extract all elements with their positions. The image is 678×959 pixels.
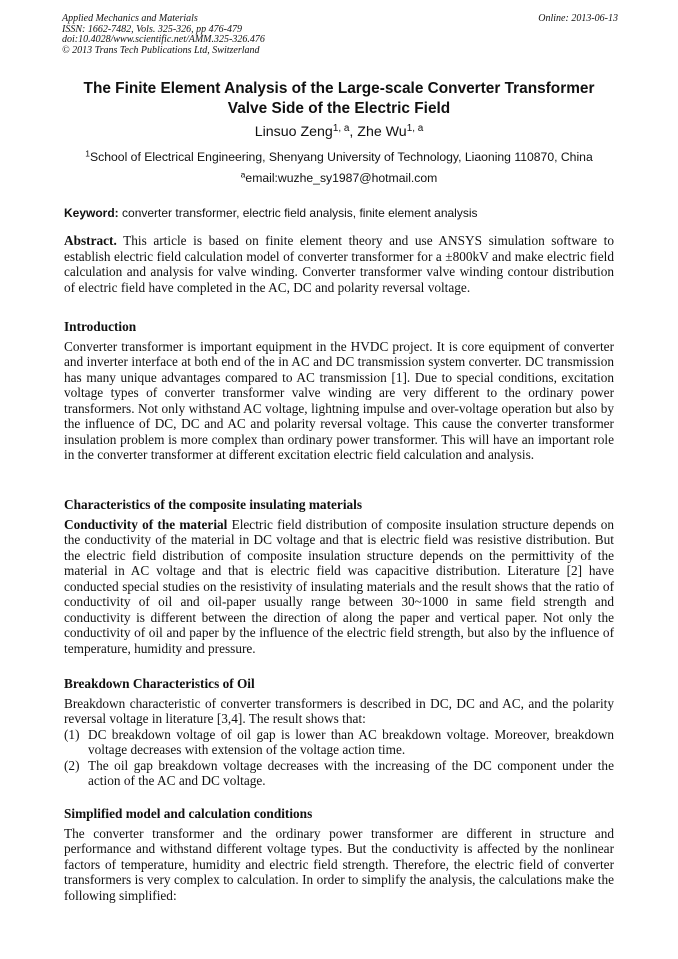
conductivity-lead: Conductivity of the material xyxy=(64,516,228,532)
simplified-section xyxy=(64,806,614,903)
affiliation xyxy=(20,149,658,165)
introduction-heading: Introduction xyxy=(64,319,137,334)
journal-name: Applied Mechanics and Materials xyxy=(62,13,198,24)
simplified-heading: Simplified model and calculation conditions xyxy=(64,806,313,821)
composite-section xyxy=(64,497,614,656)
email-text: email:wuzhe_sy1987@hotmail.com xyxy=(245,171,438,185)
doi-line: doi:10.4028/www.scientific.net/AMM.325-326.476 xyxy=(62,34,265,46)
keywords-label: Keyword: xyxy=(64,206,119,220)
list-item xyxy=(64,758,614,789)
copyright-line: © 2013 Trans Tech Publications Ltd, Switzerland xyxy=(62,44,260,56)
paper-title xyxy=(40,79,638,119)
keywords-text: converter transformer, electric field analysis, finite element analysis xyxy=(118,206,478,220)
affiliation-text: School of Electrical Engineering, Shenyang University of Technology, Liaoning 110870, China xyxy=(90,150,593,164)
author-separator: , xyxy=(349,124,358,140)
issn-line: ISSN: 1662-7482, Vols. 325-326, pp 476-479 xyxy=(62,23,242,35)
abstract-label: Abstract. xyxy=(64,233,117,248)
contact-email xyxy=(40,170,638,186)
list-item-number: (2) xyxy=(64,757,80,773)
breakdown-heading: Breakdown Characteristics of Oil xyxy=(64,676,255,691)
composite-heading: Characteristics of the composite insulating materials xyxy=(64,497,363,512)
list-item-number: (1) xyxy=(64,726,80,742)
affiliation-marker: 1 xyxy=(85,148,91,159)
email-marker: a xyxy=(240,169,246,180)
simplified-paragraph: The converter transformer and the ordinary power transformer are different in structure and performance and withstand different voltage types. But the conductivity is affected by the nonlinear factors of temperature, humidity and electric field strength. Therefore, the electric field of converter transformers is very complex to calculation. In order to simplify the analysis, the calculations make the following simplified: xyxy=(64,825,614,903)
online-date: Online: 2013-06-13 xyxy=(538,13,618,24)
list-item-text: DC breakdown voltage of oil gap is lower than AC breakdown voltage. Moreover, breakdown voltage decreases with extension of the voltage action time. xyxy=(88,726,614,757)
keywords xyxy=(64,206,618,221)
conductivity-text: Electric field distribution of composite insulation structure depends on the conductivity of the material in DC voltage and that is electric field was resistive distribution. But the electric field distribution of composite insulation structure depends on the permittivity of the material in AC voltage and that is electric field was capacitive distribution. Literature [2] have conducted special studies on the resistivity of insulating materials and the result shows that the ratio of conductivity of oil and oil-paper usually range between 30~1000 in same field strength and conductivity is different between the direction of along the paper and vertical paper. Not only the conductivity of oil and paper by the influence of the electric field strength, but also by the influence of temperature, humidity and pressure. xyxy=(64,516,614,656)
author-2: Zhe Wu xyxy=(357,124,407,140)
title-line-2: Valve Side of the Electric Field xyxy=(227,100,451,117)
breakdown-section xyxy=(64,676,614,789)
list-item-text: The oil gap breakdown voltage decreases with the increasing of the DC component under the action of the AC and DC voltage. xyxy=(88,757,614,788)
abstract-text: This article is based on finite element theory and use ANSYS simulation software to establish electric field calculation model of converter transformer for a ±800kV and make electric field calculation and analysis for valve winding. Converter transformer valve winding contour distribution of electric field have completed in the AC, DC and polarity reversal voltage. xyxy=(64,233,614,295)
composite-paragraph xyxy=(64,517,614,657)
introduction-section xyxy=(64,319,614,463)
breakdown-paragraph: Breakdown characteristic of converter transformers is described in DC, DC and AC, and the polarity reversal voltage in literature [3,4]. The result shows that: xyxy=(64,695,614,726)
author-list xyxy=(40,123,638,141)
abstract-section xyxy=(64,233,614,295)
author-1-affil: 1, a xyxy=(332,123,350,135)
author-2-affil: 1, a xyxy=(406,123,424,135)
abstract-paragraph xyxy=(64,233,614,295)
title-line-1: The Finite Element Analysis of the Large-scale Converter Transformer xyxy=(83,80,595,97)
author-1: Linsuo Zeng xyxy=(254,124,333,140)
introduction-paragraph: Converter transformer is important equipment in the HVDC project. It is core equipment of converter and inverter interface at both end of the in AC and DC transmission system converter. DC transmission has many unique advantages compared to AC transmission [1]. Due to special conditions, excitation voltage types of converter transformer valve winding are very different to the ordinary power transformers. Not only withstand AC voltage, lightning impulse and over-voltage operation but also by the influence of DC, DC and AC and polarity reversal voltage. This cause the converter transformer insulation problem is more complex than ordinary power transformer. This will have an important role in the converter transformer at different excitation electric field calculation and analysis. xyxy=(64,338,614,462)
list-item xyxy=(64,727,614,758)
journal-header xyxy=(62,14,618,56)
